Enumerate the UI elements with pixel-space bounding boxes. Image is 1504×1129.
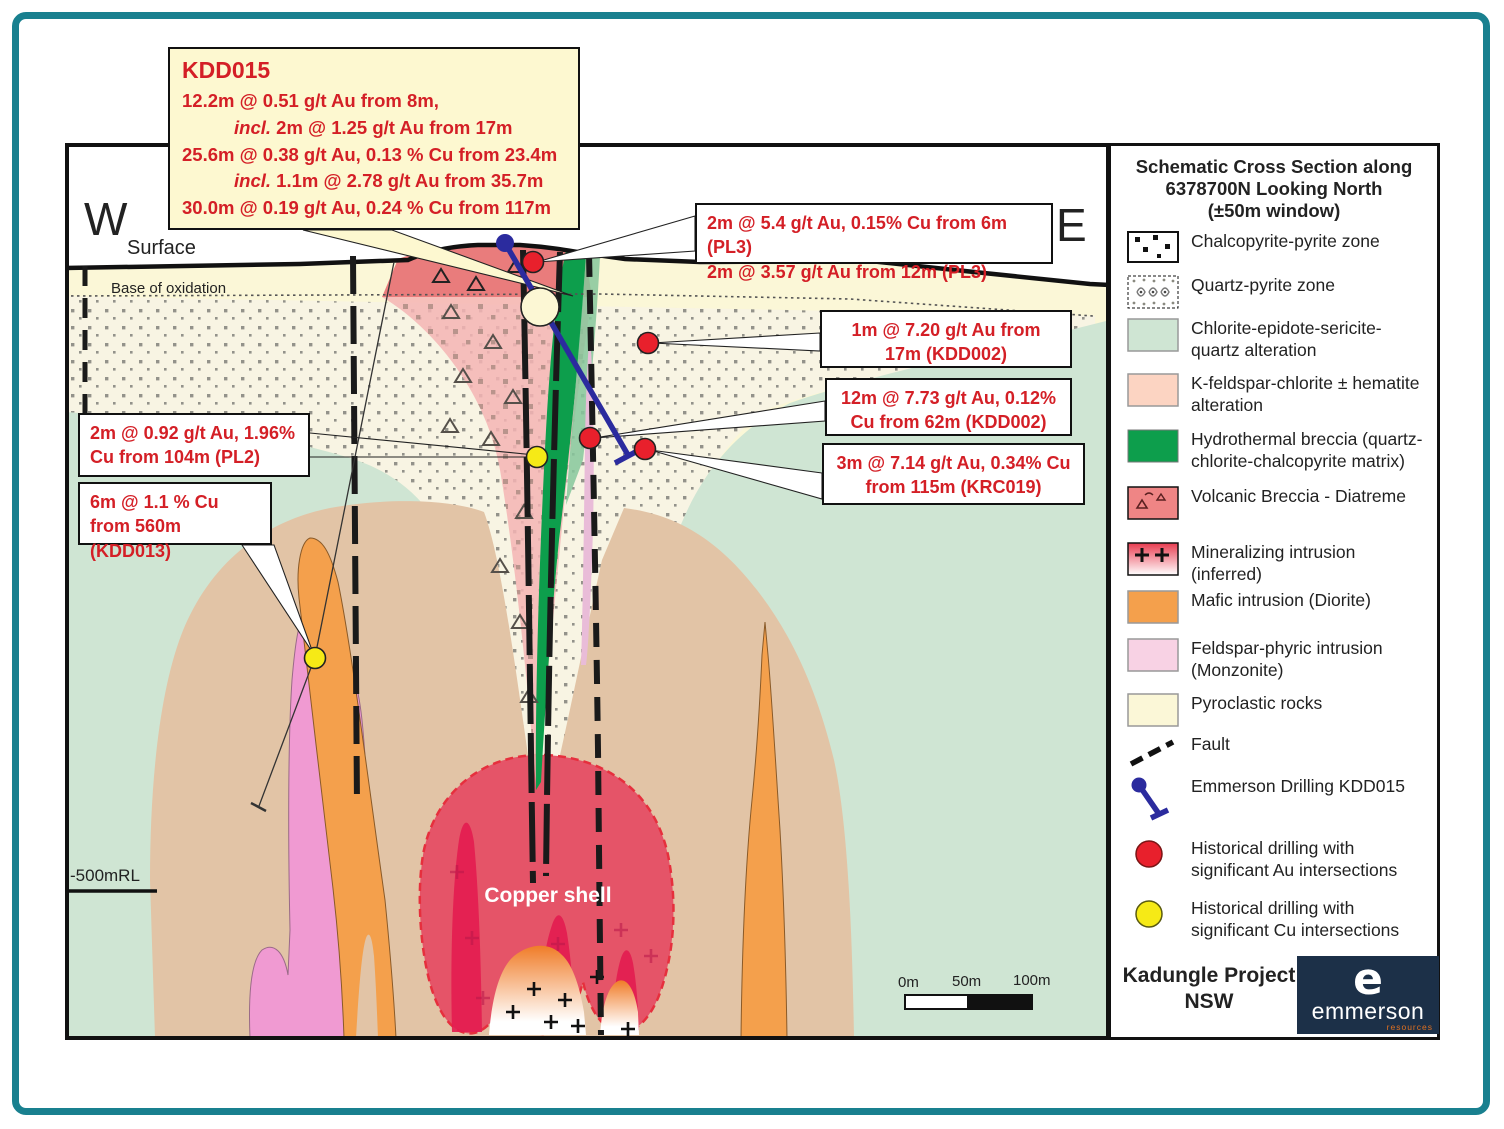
legend-item-volcanic-breccia: Volcanic Breccia - Diatreme xyxy=(1127,486,1429,520)
fault-symbol xyxy=(1127,734,1179,768)
legend-panel xyxy=(1108,143,1440,1040)
callout-kdd015-line: incl. 1.1m @ 2.78 g/t Au from 35.7m xyxy=(234,170,544,192)
historic-au-symbol xyxy=(1127,838,1179,872)
marker-cream xyxy=(521,288,559,326)
marker-au-kdd002-17m xyxy=(638,333,659,354)
scale-bar xyxy=(905,995,1032,1009)
callout-kdd002-17m xyxy=(820,310,1072,368)
pyroclastic-swatch xyxy=(1127,693,1179,727)
legend-item-kfeldspar: K-feldspar-chlorite ± hematite alteration xyxy=(1127,373,1429,417)
marker-au-kdd002-62m xyxy=(580,428,601,449)
callout-krc019-text: 3m @ 7.14 g/t Au, 0.34% Cu from 115m (KRC019) xyxy=(836,453,1071,498)
legend-item-quartz-pyrite: Quartz-pyrite zone xyxy=(1127,275,1429,309)
marker-au-pl3 xyxy=(523,252,544,273)
callout-kdd015 xyxy=(168,47,580,230)
callout-pl3 xyxy=(695,203,1053,282)
legend-item-mafic: Mafic intrusion (Diorite) xyxy=(1127,590,1429,624)
callout-kdd013-text: 6m @ 1.1 % Cu from 560m (KDD013) xyxy=(90,492,219,561)
legend-item-historic-cu: Historical drilling with significant Cu intersections xyxy=(1127,898,1429,942)
legend-item-historic-au: Historical drilling with significant Au intersections xyxy=(1127,838,1429,882)
mineralizing-swatch xyxy=(1127,542,1179,576)
legend-item-chlorite: Chlorite-epidote-sericite-quartz alteration xyxy=(1127,318,1429,362)
legend-item-chalcopyrite: Chalcopyrite-pyrite zone xyxy=(1127,231,1429,263)
scale-start-label: 0m xyxy=(898,974,919,991)
emmerson-logo-glyph: e xyxy=(1353,954,1383,1005)
chalcopyrite-swatch xyxy=(1127,231,1179,263)
emmerson-drilling-symbol xyxy=(1127,776,1179,824)
legend-item-emmerson-drilling: Emmerson Drilling KDD015 xyxy=(1127,776,1429,824)
surface-label: Surface xyxy=(127,237,196,259)
callout-kdd002-62m xyxy=(825,378,1072,436)
east-label: E xyxy=(1056,199,1087,251)
hydrothermal-swatch xyxy=(1127,429,1179,463)
callout-kdd015-title: KDD015 xyxy=(182,57,271,83)
callout-kdd002-62m-text: 12m @ 7.73 g/t Au, 0.12% Cu from 62m (KDD002) xyxy=(841,388,1056,433)
callout-pl3-line2: 2m @ 3.57 g/t Au from 12m (PL3) xyxy=(707,261,987,282)
emmerson-logo xyxy=(1297,956,1439,1034)
callout-pl2-text: 2m @ 0.92 g/t Au, 1.96% Cu from 104m (PL2) xyxy=(90,423,295,468)
scale-end-label: 100m xyxy=(1013,972,1051,989)
callout-kdd015-line: 12.2m @ 0.51 g/t Au from 8m, xyxy=(182,90,439,111)
depth-label: -500mRL xyxy=(70,866,140,885)
callout-kdd015-line: 25.6m @ 0.38 g/t Au, 0.13 % Cu from 23.4m xyxy=(182,143,558,165)
feldspar-phyric-swatch xyxy=(1127,638,1179,672)
callout-kdd002-17m-text: 1m @ 7.20 g/t Au from 17m (KDD002) xyxy=(851,320,1041,365)
quartz-pyrite-swatch xyxy=(1127,275,1179,309)
emmerson-logo-sub: resources xyxy=(1386,1022,1433,1032)
mafic-swatch xyxy=(1127,590,1179,624)
legend-title: Schematic Cross Section along 6378700N Looking North (±50m window) xyxy=(1135,156,1413,222)
marker-cu-kdd013 xyxy=(305,648,326,669)
base-of-oxidation-label: Base of oxidation xyxy=(111,280,227,297)
callout-kdd015-line: incl. 2m @ 1.25 g/t Au from 17m xyxy=(234,116,513,138)
project-title: Kadungle Project NSW xyxy=(1122,964,1296,1014)
kfeldspar-swatch xyxy=(1127,373,1179,407)
legend-item-fault: Fault xyxy=(1127,734,1429,768)
volcanic-breccia-swatch xyxy=(1127,486,1179,520)
kdd015-collar-dot xyxy=(496,234,514,252)
legend-item-mineralizing: Mineralizing intrusion (inferred) xyxy=(1127,542,1429,586)
callout-pl3-line1: 2m @ 5.4 g/t Au, 0.15% Cu from 6m (PL3) xyxy=(707,213,1007,258)
fault-left xyxy=(353,256,357,805)
chlorite-swatch xyxy=(1127,318,1179,352)
marker-au-krc019 xyxy=(635,439,656,460)
west-label: W xyxy=(84,193,128,245)
legend-item-pyroclastic: Pyroclastic rocks xyxy=(1127,693,1429,727)
copper-shell-label: Copper shell xyxy=(484,884,612,907)
emmerson-logo-name: emmerson xyxy=(1311,998,1425,1024)
callout-kdd013 xyxy=(78,482,272,561)
callout-pl2 xyxy=(78,413,310,477)
callout-kdd015-line: 30.0m @ 0.19 g/t Au, 0.24 % Cu from 117m xyxy=(182,197,551,219)
marker-cu-pl2 xyxy=(527,447,548,468)
legend-item-feldspar-phyric: Feldspar-phyric intrusion (Monzonite) xyxy=(1127,638,1429,682)
legend-item-hydrothermal: Hydrothermal breccia (quartz-chlorite-chalcopyrite matrix) xyxy=(1127,429,1429,473)
scale-mid-label: 50m xyxy=(952,973,982,990)
callout-krc019 xyxy=(822,443,1085,505)
historic-cu-symbol xyxy=(1127,898,1179,932)
